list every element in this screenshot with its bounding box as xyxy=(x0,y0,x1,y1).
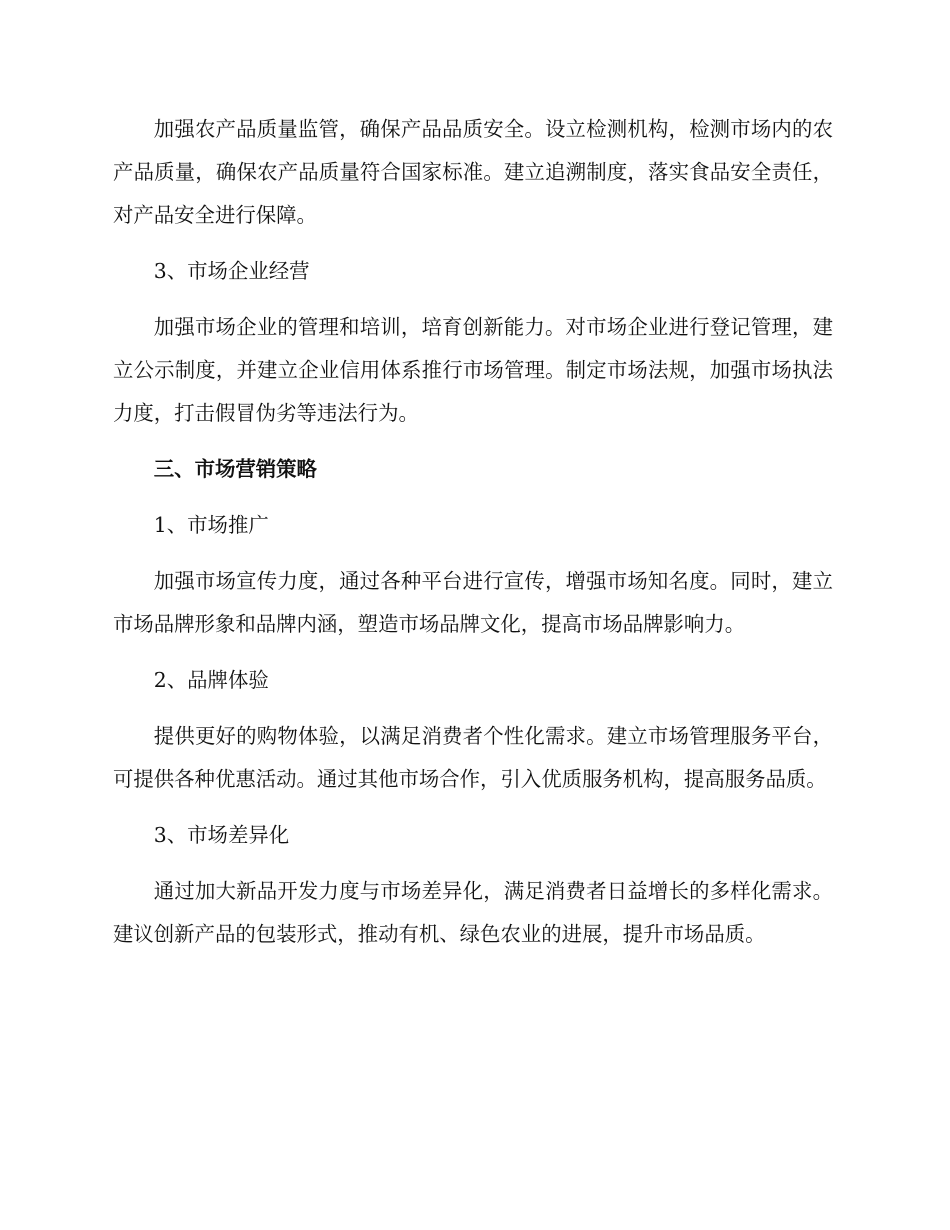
section-title-marketing-strategy: 三、市场营销策略 xyxy=(153,457,317,481)
subheading-brand-experience: 2、品牌体验 xyxy=(153,668,269,692)
subheading-market-enterprise: 3、市场企业经营 xyxy=(153,259,310,283)
paragraph-promotion: 加强市场宣传力度，通过各种平台进行宣传，增强市场知名度。同时，建立市场品牌形象和品牌内涵，塑造市场品牌文化，提高市场品牌影响力。 xyxy=(113,569,833,636)
paragraph-enterprise-management: 加强市场企业的管理和培训，培育创新能力。对市场企业进行登记管理，建立公示制度，并建立企业信用体系推行市场管理。制定市场法规，加强市场执法力度，打击假冒伪劣等违法行为。 xyxy=(113,315,833,425)
paragraph-brand-experience: 提供更好的购物体验，以满足消费者个性化需求。建立市场管理服务平台，可提供各种优惠活动。通过其他市场合作，引入优质服务机构，提高服务品质。 xyxy=(113,724,833,791)
paragraph-differentiation: 通过加大新品开发力度与市场差异化，满足消费者日益增长的多样化需求。建议创新产品的包装形式，推动有机、绿色农业的进展，提升市场品质。 xyxy=(113,879,833,946)
subheading-promotion: 1、市场推广 xyxy=(153,513,269,537)
paragraph-quality-supervision: 加强农产品质量监管，确保产品品质安全。设立检测机构，检测市场内的农产品质量，确保农产品质量符合国家标准。建立追溯制度，落实食品安全责任，对产品安全进行保障。 xyxy=(113,117,833,227)
document-body xyxy=(113,108,833,969)
subheading-differentiation: 3、市场差异化 xyxy=(153,823,290,847)
